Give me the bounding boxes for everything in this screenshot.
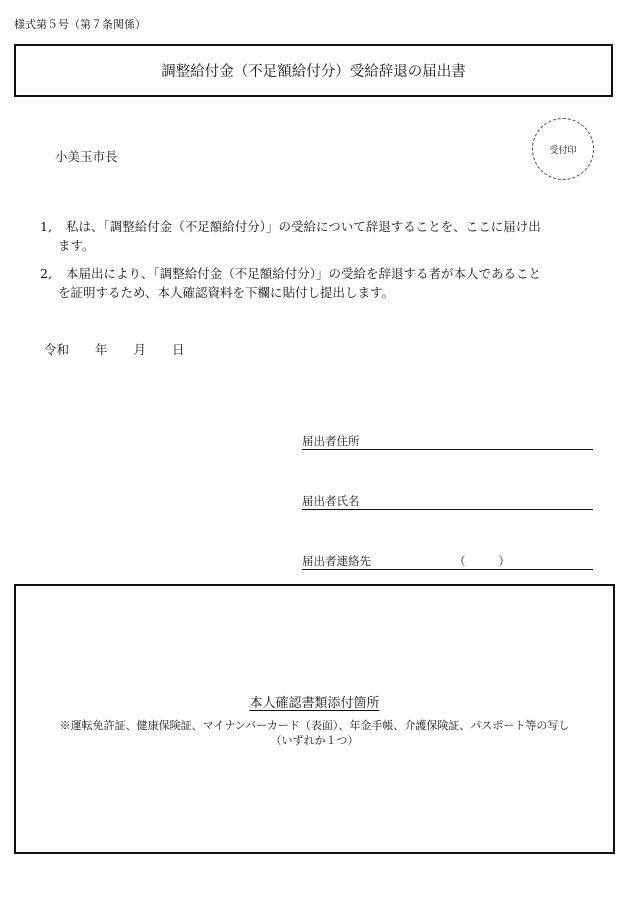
id-section-note	[16, 718, 613, 748]
paren-close: ）	[498, 554, 510, 568]
statement-number: 1,	[40, 219, 52, 234]
applicant-contact-field[interactable]	[302, 553, 593, 570]
statement-text: 私は、「調整給付金（不足額給付分）」の受給について辞退することを、ここに届け出	[66, 219, 541, 234]
date-day: 日	[172, 342, 185, 357]
stamp-label: 受付印	[549, 145, 577, 156]
form-title: 調整給付金（不足額給付分）受給辞退の届出書	[161, 64, 466, 80]
applicant-name-label: 届出者氏名	[302, 494, 360, 508]
id-document-attachment-area	[14, 584, 615, 854]
date-year: 年	[95, 342, 108, 357]
applicant-address-field[interactable]	[302, 433, 593, 450]
id-section-title-text: 本人確認書類添付箇所	[249, 696, 380, 711]
applicant-name-field[interactable]	[302, 493, 593, 510]
paren-open: （	[454, 554, 466, 568]
statement-number: 2,	[40, 266, 52, 281]
statement-text-continued: ます。	[58, 238, 95, 253]
reception-stamp-area	[532, 118, 594, 180]
form-number: 様式第５号（第７条関係）	[14, 18, 146, 31]
recipient: 小美玉市長	[55, 149, 118, 164]
date-line	[44, 340, 207, 358]
statement-text: 本届出により、「調整給付金（不足額給付分）」の受給を辞退する者が本人であること	[66, 266, 542, 281]
applicant-address-label: 届出者住所	[302, 434, 360, 448]
date-era: 令和	[44, 342, 70, 357]
statement-1	[40, 217, 590, 255]
applicant-contact-label: 届出者連絡先	[302, 554, 371, 568]
id-note-line-2: （いずれか１つ）	[270, 734, 359, 747]
statement-2	[40, 264, 590, 302]
date-month: 月	[133, 342, 147, 357]
statement-text-continued: を証明するため、本人確認資料を下欄に貼付し提出します。	[58, 285, 395, 300]
form-title-box	[14, 44, 613, 97]
id-section-title	[16, 692, 613, 711]
id-note-line-1: ※運転免許証、健康保険証、マイナンバーカード（表面）、年金手帳、介護保険証、パスポート等の写し	[59, 719, 570, 732]
phone-parentheses	[454, 553, 510, 569]
